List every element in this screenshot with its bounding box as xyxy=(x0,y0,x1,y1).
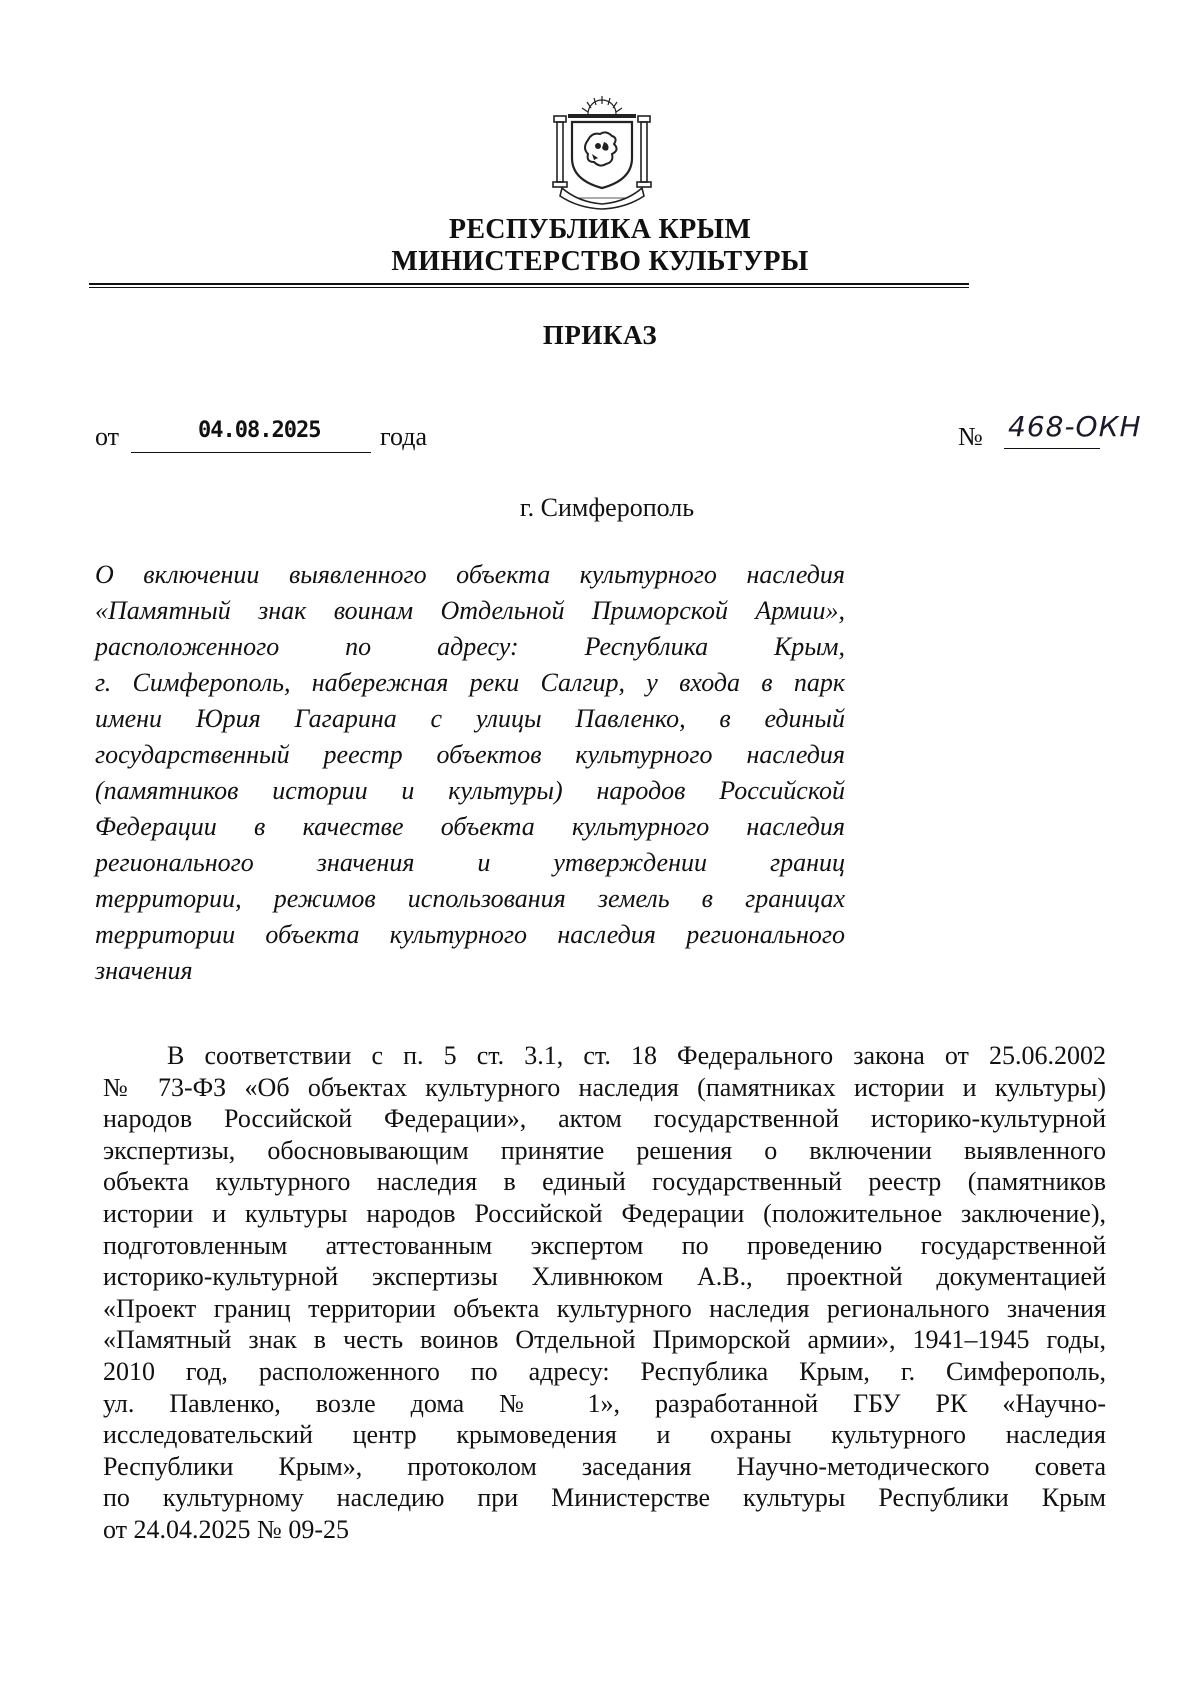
subject-line: г. Симферополь, набережная реки Салгир, у входа в парк xyxy=(95,668,845,697)
org-name-republic: РЕСПУБЛИКА КРЫМ xyxy=(448,214,752,245)
body-line: «Памятный знак в честь воинов Отдельной Приморской армии», 1941–1945 годы, xyxy=(103,1325,1106,1355)
body-line: В соответствии с п. 5 ст. 3.1, ст. 18 Федерального закона от 25.06.2002 xyxy=(167,1041,1106,1070)
date-underline xyxy=(131,452,371,453)
body-line: объекта культурного наследия в единый государственный реестр (памятников xyxy=(103,1167,1106,1197)
date-stamp: 04.08.2025 xyxy=(198,418,321,443)
body-line: от 24.04.2025 № 09-25 xyxy=(103,1514,349,1544)
subject-line: государственный реестр объектов культурного наследия xyxy=(95,740,845,769)
subject-line: территории, режимов использования земель в границах xyxy=(95,884,845,913)
body-line: 2010 год, расположенного по адресу: Республика Крым, г. Симферополь, xyxy=(103,1356,1106,1386)
subject-line: (памятников истории и культуры) народов Российской xyxy=(95,776,845,805)
subject-line: имени Юрия Гагарина с улицы Павленко, в единый xyxy=(95,704,845,733)
body-line: народов Российской Федерации», актом государственной историко-культурной xyxy=(103,1104,1106,1134)
city-name: г. Симферополь xyxy=(519,493,695,522)
date-suffix: года xyxy=(380,422,428,451)
body-line: историко-культурной экспертизы Хливнюком А.В., проектной документацией xyxy=(103,1262,1106,1292)
body-line: ул. Павленко, возле дома № 1», разработанной ГБУ РК «Научно- xyxy=(103,1388,1106,1418)
date-prefix: от xyxy=(95,422,120,451)
org-name-ministry: МИНИСТЕРСТВО КУЛЬТУРЫ xyxy=(391,246,809,277)
body-line: по культурному наследию при Министерстве культуры Республики Крым xyxy=(103,1483,1106,1513)
number-underline xyxy=(1004,448,1100,449)
subject-line: Федерации в качестве объекта культурного наследия xyxy=(95,812,845,841)
subject-line: территории объекта культурного наследия регионального xyxy=(95,920,845,949)
document-type-title: ПРИКАЗ xyxy=(542,320,658,350)
body-line: подготовленным аттестованным экспертом по проведению государственной xyxy=(103,1230,1106,1260)
subject-line: О включении выявленного объекта культурного наследия xyxy=(95,560,845,589)
body-line: № 73-ФЗ «Об объектах культурного наследия (памятниках истории и культуры) xyxy=(103,1072,1106,1102)
crimea-coat-of-arms-emblem xyxy=(548,92,656,210)
body-line: экспертизы, обосновывающим принятие решения о включении выявленного xyxy=(103,1135,1106,1165)
order-subject xyxy=(95,557,845,989)
subject-line: «Памятный знак воинам Отдельной Приморской Армии», xyxy=(95,596,845,625)
body-line: истории и культуры народов Российской Федерации (положительное заключение), xyxy=(103,1198,1106,1228)
body-line: «Проект границ территории объекта культурного наследия регионального значения xyxy=(103,1293,1106,1323)
subject-line: значения xyxy=(95,956,193,985)
body-line: исследовательский центр крымоведения и охраны культурного наследия xyxy=(103,1420,1106,1450)
order-body xyxy=(103,1040,1106,1546)
number-sign: № xyxy=(958,422,983,451)
header-divider xyxy=(89,283,969,288)
body-line: Республики Крым», протоколом заседания Научно-методического совета xyxy=(103,1451,1106,1481)
subject-line: расположенного по адресу: Республика Крым, xyxy=(95,632,845,661)
subject-line: регионального значения и утверждении границ xyxy=(95,848,845,877)
coat-of-arms-icon xyxy=(548,92,656,210)
handwritten-number: 468-ОКН xyxy=(1008,410,1142,443)
